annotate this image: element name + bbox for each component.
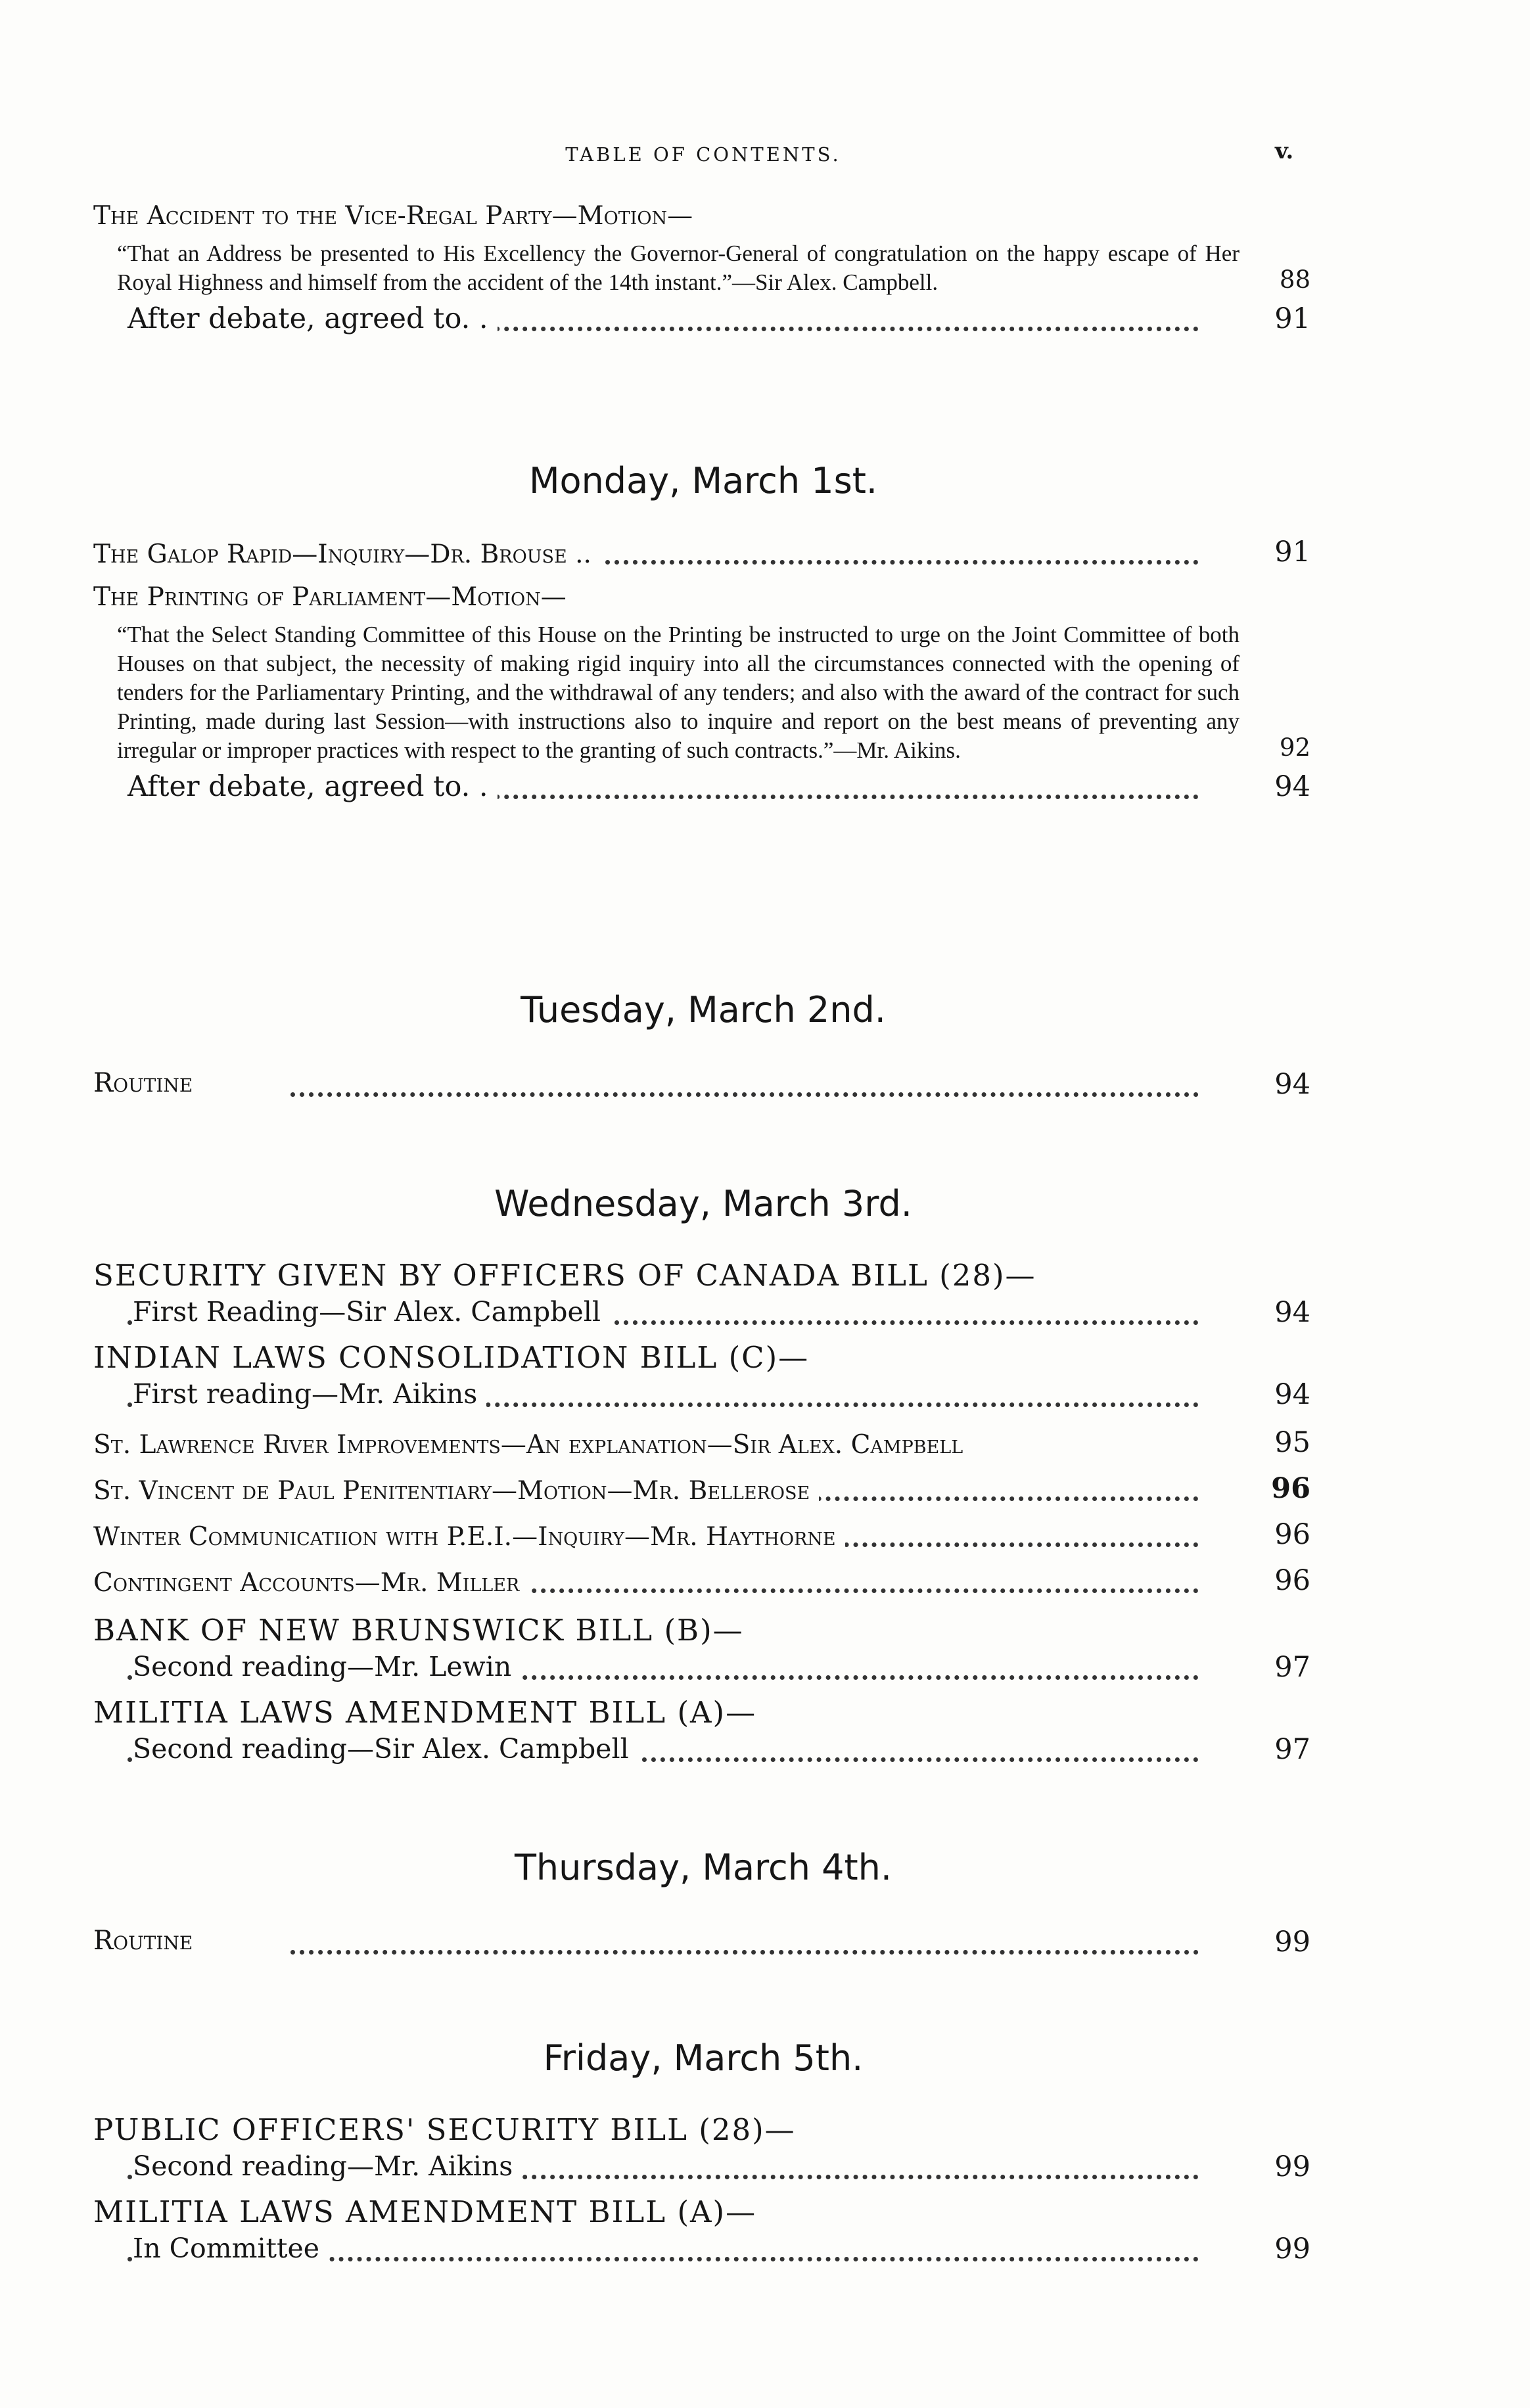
row-text: Routine bbox=[93, 1926, 202, 1956]
toc-entry-galop-rapid bbox=[93, 536, 1310, 576]
entry-title: MILITIA LAWS AMENDMENT BILL (A)— bbox=[93, 2194, 757, 2229]
running-head: TABLE OF CONTENTS. bbox=[565, 143, 841, 166]
toc-entry-militia-laws-bill bbox=[93, 1692, 1310, 1774]
entry-title: MILITIA LAWS AMENDMENT BILL (A)— bbox=[93, 1695, 757, 1730]
entry-title: SECURITY GIVEN BY OFFICERS OF CANADA BILL (28)— bbox=[93, 1258, 1036, 1293]
day-heading: Monday, March 1st. bbox=[528, 460, 878, 501]
toc-row bbox=[93, 1733, 1310, 1774]
page-ref: 92 bbox=[1279, 733, 1310, 762]
dot-leader bbox=[290, 1950, 1199, 1955]
row-text: Second reading—Sir Alex. Campbell bbox=[133, 1733, 638, 1765]
day-heading: Friday, March 5th. bbox=[543, 2037, 864, 2079]
row-text: St. Vincent de Paul Penitentiary—Motion—Mr. Bellerose bbox=[93, 1472, 819, 1510]
toc-entry-indian-laws-bill bbox=[93, 1337, 1310, 1419]
toc-entry-routine bbox=[93, 1926, 1310, 1966]
toc-row bbox=[93, 536, 1310, 576]
page-number: v. bbox=[1275, 138, 1294, 164]
motion-quote: “That an Address be presented to His Excellency the Governor-General of congratulation on the happy escape of Her Royal Highness and himself from the accident of the 14th instant.”—Sir Alex. Campbell. bbox=[117, 241, 1240, 295]
day-heading: Tuesday, March 2nd. bbox=[521, 989, 886, 1030]
page-ref: 88 bbox=[1279, 266, 1310, 294]
toc-entry-printing-of-parliament bbox=[93, 578, 1310, 811]
toc-entry-security-officers-bill bbox=[93, 1255, 1310, 1337]
motion-quote: “That the Select Standing Committee of this House on the Printing be instructed to urge on the Joint Committee of both Houses on that subject, the necessity of making rigid inquiry into all the circumstances connected with the opening of tenders for the Parliamentary Printing, and the withdrawal of any tenders; and also with the award of the contract for such Printing, made during last Session—with instructions also to inquire and report on the best means of preventing any irregular or improper practices with respect to the granting of such contracts.”—Mr. Aikins. bbox=[117, 622, 1240, 763]
toc-entry-militia-laws-committee bbox=[93, 2192, 1310, 2273]
toc-row bbox=[93, 2233, 1310, 2273]
page-ref: 94 bbox=[1274, 770, 1310, 803]
day-heading: Wednesday, March 3rd. bbox=[494, 1183, 912, 1224]
page-ref: 99 bbox=[1274, 2233, 1310, 2265]
toc-row bbox=[93, 1651, 1310, 1692]
toc-entry-bank-new-brunswick-bill bbox=[93, 1610, 1310, 1692]
page-ref: 96 bbox=[1274, 1518, 1310, 1551]
toc-row bbox=[93, 1296, 1310, 1337]
row-text: Contingent Accounts—Mr. Miller bbox=[93, 1564, 528, 1602]
quote-page-row bbox=[93, 733, 1310, 766]
day-heading: Thursday, March 4th. bbox=[514, 1847, 892, 1888]
entry-title: The Accident to the Vice-Regal Party—Motion— bbox=[93, 201, 693, 231]
toc-row bbox=[93, 302, 1310, 343]
quote-page-row bbox=[93, 266, 1310, 298]
toc-row bbox=[93, 1564, 1310, 1605]
page-ref: 97 bbox=[1274, 1651, 1310, 1684]
page-header bbox=[0, 138, 1530, 171]
page-ref: 95 bbox=[1274, 1426, 1310, 1459]
toc-entry-winter-communication bbox=[93, 1518, 1310, 1559]
page-ref: 97 bbox=[1274, 1733, 1310, 1766]
toc-row bbox=[93, 1068, 1310, 1109]
entry-title: The Galop Rapid—Inquiry—Dr. Brouse .. bbox=[93, 536, 601, 574]
toc-entry-st-lawrence bbox=[93, 1426, 1310, 1467]
toc-row bbox=[93, 1472, 1310, 1513]
toc-entry-routine bbox=[93, 1068, 1310, 1109]
toc-row bbox=[93, 1426, 1310, 1467]
toc-row bbox=[93, 770, 1310, 811]
page-ref: 96 bbox=[1271, 1472, 1310, 1505]
toc-row bbox=[93, 1926, 1310, 1966]
row-text: Second reading—Mr. Aikins bbox=[133, 2150, 522, 2182]
toc-entry-public-officers-bill bbox=[93, 2110, 1310, 2191]
page-ref: 99 bbox=[1274, 1926, 1310, 1958]
row-text: St. Lawrence River Improvements—An explanation—Sir Alex. Campbell bbox=[93, 1426, 972, 1464]
page-ref: 94 bbox=[1274, 1068, 1310, 1101]
toc-entry-vice-regal-accident bbox=[93, 197, 1310, 343]
dot-leader bbox=[290, 1092, 1199, 1097]
row-text: After debate, agreed to. . bbox=[128, 770, 498, 803]
row-text: First reading—Mr. Aikins bbox=[133, 1378, 486, 1410]
page-ref: 96 bbox=[1274, 1564, 1310, 1597]
page-ref: 91 bbox=[1274, 536, 1310, 568]
row-text: Routine bbox=[93, 1068, 202, 1098]
toc-row bbox=[93, 1518, 1310, 1559]
toc-row bbox=[93, 1378, 1310, 1419]
page-ref: 94 bbox=[1274, 1296, 1310, 1329]
toc-row bbox=[93, 2150, 1310, 2191]
page-ref: 91 bbox=[1274, 302, 1310, 335]
page-ref: 99 bbox=[1274, 2150, 1310, 2183]
page-ref: 94 bbox=[1274, 1378, 1310, 1411]
row-text: Second reading—Mr. Lewin bbox=[133, 1651, 521, 1682]
row-text: In Committee bbox=[133, 2233, 329, 2264]
toc-entry-st-vincent bbox=[93, 1472, 1310, 1513]
toc-entry-contingent-accounts bbox=[93, 1564, 1310, 1605]
entry-title: BANK OF NEW BRUNSWICK BILL (B)— bbox=[93, 1613, 744, 1648]
row-text: Winter Communicatiion with P.E.I.—Inquiry—Mr. Haythorne bbox=[93, 1518, 845, 1556]
entry-title: PUBLIC OFFICERS' SECURITY BILL (28)— bbox=[93, 2112, 796, 2147]
entry-title: INDIAN LAWS CONSOLIDATION BILL (C)— bbox=[93, 1340, 810, 1375]
entry-title: The Printing of Parliament—Motion— bbox=[93, 582, 567, 612]
row-text: First Reading—Sir Alex. Campbell bbox=[133, 1296, 610, 1328]
row-text: After debate, agreed to. . bbox=[128, 302, 498, 335]
